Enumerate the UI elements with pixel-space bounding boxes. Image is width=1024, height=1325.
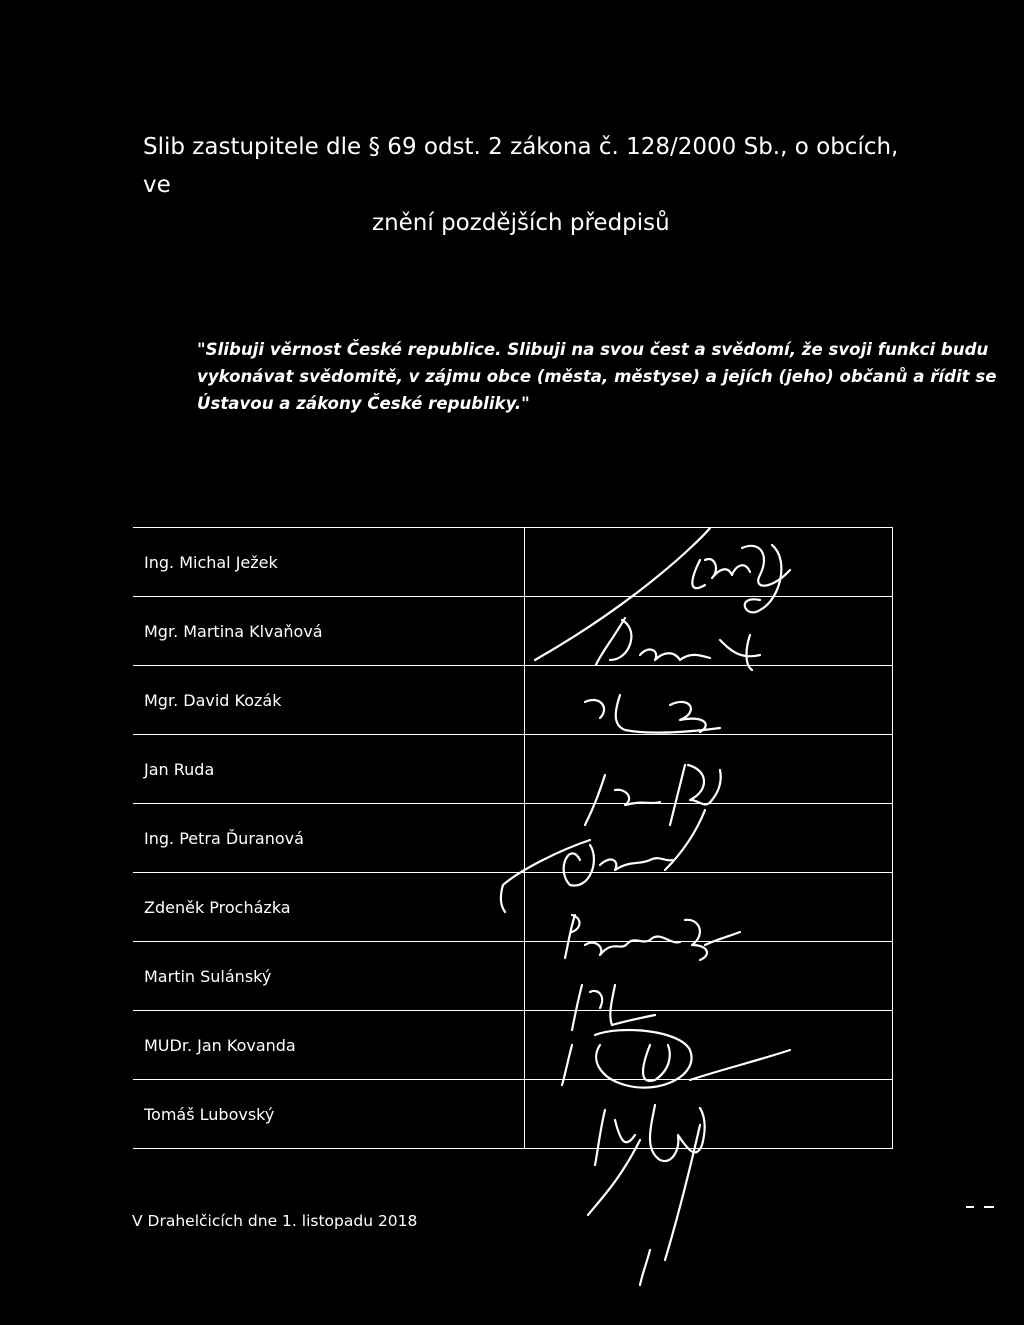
signature-row xyxy=(133,1080,893,1149)
title-line-2: znění pozdějších předpisů xyxy=(372,210,670,236)
signature-row xyxy=(133,735,893,804)
signature-row xyxy=(133,804,893,873)
signatory-name: Tomáš Lubovský xyxy=(133,1080,524,1149)
signature-cell xyxy=(524,942,892,1011)
signature-table xyxy=(133,527,893,1149)
signature-row xyxy=(133,528,893,597)
oath-line-2: vykonávat svědomitě, v zájmu obce (města, městyse) a jejích (jeho) občanů a řídit se xyxy=(197,367,997,386)
signature-row xyxy=(133,666,893,735)
signature-cell xyxy=(524,666,892,735)
signature-row xyxy=(133,597,893,666)
signature-cell xyxy=(524,528,892,597)
signatory-name: Zdeněk Procházka xyxy=(133,873,524,942)
margin-mark xyxy=(966,1206,974,1208)
signature-cell xyxy=(524,804,892,873)
signature-cell xyxy=(524,735,892,804)
oath-text xyxy=(197,336,997,417)
signature-cell xyxy=(524,873,892,942)
title-line-1: Slib zastupitele dle § 69 odst. 2 zákona č. 128/2000 Sb., o obcích, ve xyxy=(143,134,899,198)
oath-line-1: "Slibuji věrnost České republice. Slibuji na svou čest a svědomí, že svoji funkci budu xyxy=(197,340,989,359)
signatory-name: Mgr. Martina Klvaňová xyxy=(133,597,524,666)
oath-line-3: Ústavou a zákony České republiky." xyxy=(197,394,530,413)
signatory-name: Martin Sulánský xyxy=(133,942,524,1011)
document-title xyxy=(143,128,923,242)
date-place-line: V Drahelčicích dne 1. listopadu 2018 xyxy=(132,1212,418,1230)
signatory-name: Ing. Petra Ďuranová xyxy=(133,804,524,873)
signatory-name: MUDr. Jan Kovanda xyxy=(133,1011,524,1080)
signatory-name: Mgr. David Kozák xyxy=(133,666,524,735)
signature-row xyxy=(133,1011,893,1080)
signature-row xyxy=(133,873,893,942)
signatory-name: Jan Ruda xyxy=(133,735,524,804)
signature-cell xyxy=(524,1011,892,1080)
signature-row xyxy=(133,942,893,1011)
signatory-name: Ing. Michal Ježek xyxy=(133,528,524,597)
signature-cell xyxy=(524,1080,892,1149)
margin-mark xyxy=(984,1206,994,1208)
signature-cell xyxy=(524,597,892,666)
